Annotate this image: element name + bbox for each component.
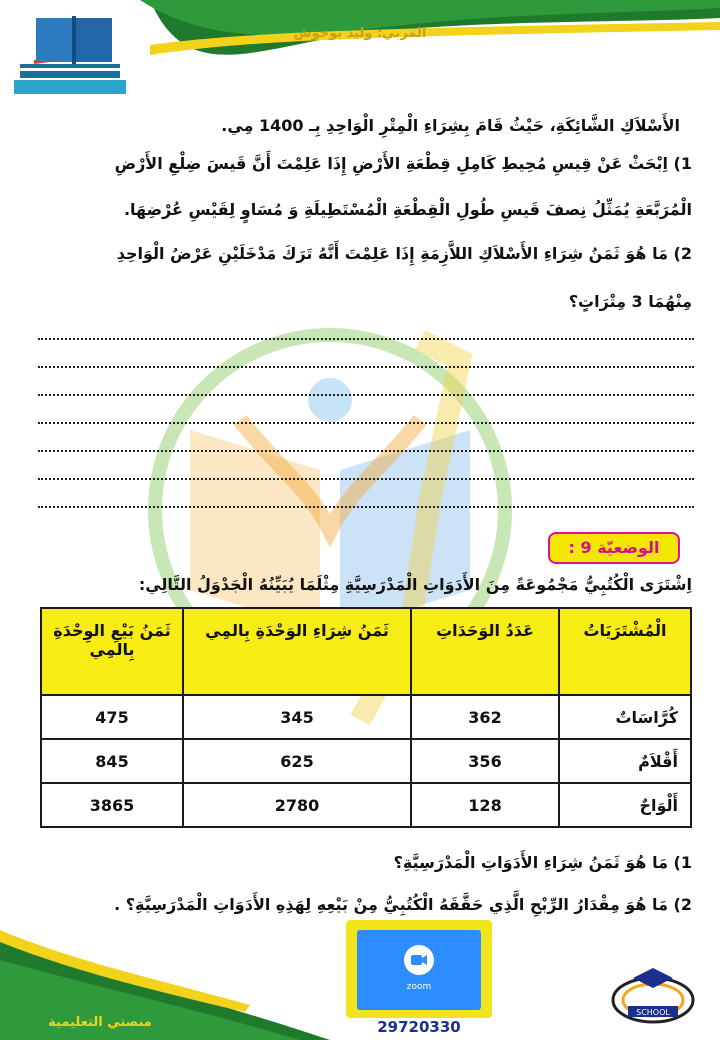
header-buy-price: ثَمَنُ شِرَاءِ الوَحْدَةِ بِالمِي bbox=[183, 608, 411, 695]
problem-line-4: 2) مَا هُوَ ثَمَنُ شِرَاءِ الأَسْلاَكِ اللاَّزِمَةِ إِذَا عَلِمْتَ أَنَّهُ تَرَكَ مَدْخَلَيْنِ عَرْضُ الْوَاحِدِ bbox=[116, 244, 692, 263]
answer-line[interactable] bbox=[38, 506, 694, 508]
question-2: 2) مَا هُوَ مِقْدَارُ الرِّبْحِ الَّذِي حَقَّقَهُ الْكُتُبِيُّ مِنْ بَيْعِهِ لِهَذِهِ الأَدَوَاتِ الْمَدْرَسِيَّةِ؟ . bbox=[114, 895, 692, 914]
cell-buy: 345 bbox=[183, 695, 411, 739]
cell-count: 356 bbox=[411, 739, 559, 783]
cell-item: أَلْوَاحٌ bbox=[559, 783, 691, 827]
cell-buy: 2780 bbox=[183, 783, 411, 827]
school-logo-icon bbox=[600, 960, 706, 1034]
answer-line[interactable] bbox=[38, 394, 694, 396]
zoom-label: zoom bbox=[406, 982, 432, 992]
problem-line-1: الأَسْلاَكِ الشَّائِكَةِ، حَيْثُ قَامَ بِشِرَاءِ الْمِتْرِ الْوَاحِدِ بِـ 1400 مِي. bbox=[221, 116, 680, 135]
cell-item: كُرَّاسَاتٌ bbox=[559, 695, 691, 739]
problem-line-3: الْمُرَبَّعَةِ يُمَثِّلُ نِصفَ قَيسِ طُولِ الْقِطْعَةِ الْمُسْتَطِيلَةِ وَ مُسَاوٍ لِقَيْسِ عُرْضِهَا. bbox=[123, 200, 692, 219]
header-units: عَدَدُ الوَحَدَاتِ bbox=[411, 608, 559, 695]
answer-line[interactable] bbox=[38, 422, 694, 424]
table-row bbox=[41, 739, 691, 783]
zoom-camera-icon bbox=[404, 945, 434, 975]
problem-line-5: مِنْهُمَا 3 مِتْرَاتٍ؟ bbox=[568, 292, 692, 311]
answer-line[interactable] bbox=[38, 366, 694, 368]
cell-sell: 3865 bbox=[41, 783, 183, 827]
school-logo-text: SCHOOL bbox=[636, 1008, 670, 1017]
teacher-name: المربي: وليد بوحوش bbox=[293, 26, 427, 41]
table-intro: اِشْتَرَى الْكُتُبِيُّ مَجْمُوعَةً مِنَ الأَدَوَاتِ الْمَدْرَسِيَّةِ مِثْلَمَا يُبَيِّنُهُ الْجَدْوَلُ التَّالِي: bbox=[138, 575, 692, 594]
cell-sell: 475 bbox=[41, 695, 183, 739]
cell-count: 362 bbox=[411, 695, 559, 739]
table-row bbox=[41, 695, 691, 739]
header-sell-price: ثَمَنُ بَيْعِ الوِحْدَةِ بِالمِي bbox=[41, 608, 183, 695]
table-header-row bbox=[41, 608, 691, 695]
answer-line[interactable] bbox=[38, 450, 694, 452]
cell-count: 128 bbox=[411, 783, 559, 827]
cell-sell: 845 bbox=[41, 739, 183, 783]
problem-line-2: 1) اِبْحَثْ عَنْ قِيسِ مُحِيطِ كَامِلِ قِطْعَةِ الأَرْضِ إِذَا عَلِمْتَ أَنَّ قَيسَ ضِلْعِ الأَرْضِ bbox=[114, 154, 692, 173]
books-logo-icon bbox=[6, 6, 130, 102]
platform-name: منصتي التعليمية bbox=[48, 1015, 152, 1030]
answer-line[interactable] bbox=[38, 338, 694, 340]
table-row bbox=[41, 783, 691, 827]
answer-line[interactable] bbox=[38, 478, 694, 480]
situation-badge: الوضعيّة 9 : bbox=[548, 532, 680, 564]
header-purchases: الْمُشْتَرَيَاتُ bbox=[559, 608, 691, 695]
cell-item: أَقْلاَمٌ bbox=[559, 739, 691, 783]
cell-buy: 625 bbox=[183, 739, 411, 783]
phone-number: 29720330 bbox=[377, 1018, 461, 1036]
question-1: 1) مَا هُوَ ثَمَنُ شِرَاءِ الأَدَوَاتِ الْمَدْرَسِيَّةِ؟ bbox=[393, 853, 692, 872]
purchases-table bbox=[40, 607, 692, 828]
